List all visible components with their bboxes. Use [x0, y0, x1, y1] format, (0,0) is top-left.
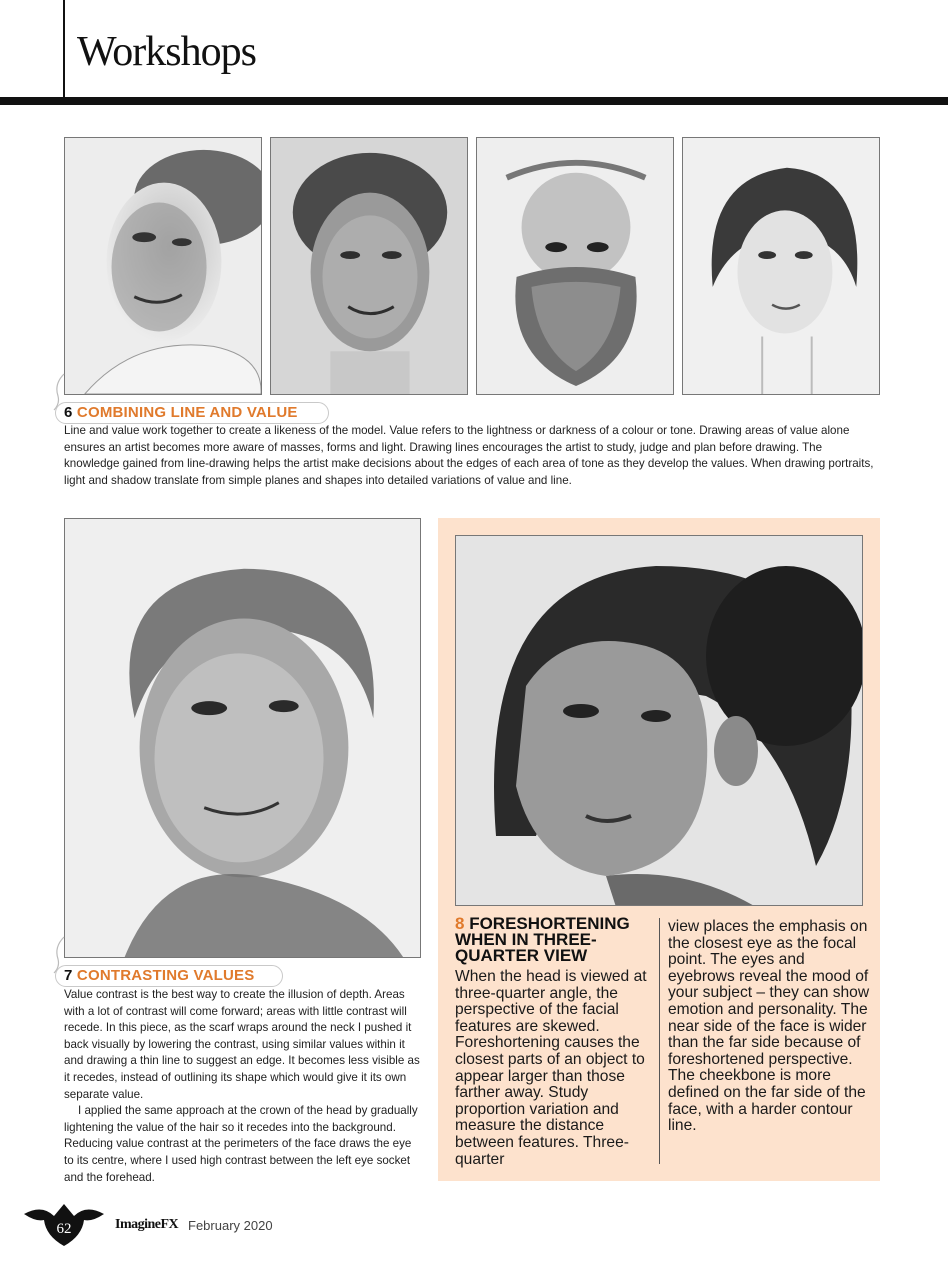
- portrait-elderly-woman-smiling: [270, 137, 468, 395]
- step6-heading: [64, 404, 298, 421]
- step7-heading: [64, 967, 254, 984]
- step8-column-1: When the head is viewed at three-quarter angle, the perspective of the facial features are skewed. Foreshortening causes the closest parts of an object to appear larger than those farther away. Study proportion variation and measure the distance between features. Three-quarter: [455, 968, 647, 1168]
- step7-paragraph-2: I applied the same approach at the crown of the head by gradually lightening the value of the hair so it recedes into the background. Reducing value contrast at the perimeters of the face draws the eye to its centre, where I used high contrast between the left eye socket and the forehead.: [64, 1104, 418, 1184]
- step8-number: 8: [455, 914, 465, 933]
- issue-date: February 2020: [188, 1218, 273, 1233]
- step6-title: COMBINING LINE AND VALUE: [76, 404, 298, 421]
- step8-heading: [455, 916, 655, 964]
- step8-title: FORESHORTENING WHEN IN THREE-QUARTER VIEW: [455, 914, 630, 965]
- portrait-young-woman-bob: [682, 137, 880, 395]
- step6-paragraph: Line and value work together to create a likeness of the model. Value refers to the lightness or darkness of a colour or tone. Drawing areas of value alone ensures an artist becomes more aware of masses, forms and light. Drawing lines encourages the artist to study, judge and plan before drawing. The knowledge gained from line-drawing helps the artist make decisions about the edges of each area of tone as they develop the values. When drawing portraits, light and shadow translate from simple planes and shapes into detailed variations of value and line.: [64, 424, 874, 487]
- header-vertical-rule: [63, 0, 65, 98]
- header-bar: [0, 97, 948, 105]
- section-title: Workshops: [77, 29, 256, 75]
- step8-column-2: view places the emphasis on the closest eye as the focal point. The eyes and eyebrows reveal the mood of your subject – they can show emotion and personality. The near side of the face is wider than the far side because of foreshortened perspective. The cheekbone is more defined on the far side of the face, with a harder contour line.: [668, 918, 870, 1135]
- step8-sidebar-box: [438, 518, 880, 1181]
- step6-body: [64, 423, 880, 489]
- magazine-brand: ImagineFX: [115, 1217, 179, 1232]
- portrait-bearded-man: [476, 137, 674, 395]
- step6-number: 6: [64, 404, 73, 421]
- step8-column-divider: [659, 918, 660, 1164]
- step7-number: 7: [64, 967, 73, 984]
- portrait-elderly-woman-hat: [64, 137, 262, 395]
- step7-body: [64, 987, 422, 1186]
- page-number-emblem-icon: [22, 1200, 106, 1248]
- page-number: 62: [56, 1221, 72, 1237]
- portrait-young-woman-three-quarter: [455, 535, 863, 906]
- step7-paragraph-1: Value contrast is the best way to create the illusion of depth. Areas with a lot of contrast will come forward; areas with little contrast will recede. In this piece, as the scarf wraps around the neck I pushed it back visually by lowering the contrast, using similar values within it and drawing a thin line to suggest an edge. It becomes less visible as it recedes, instead of outlining its shape which would give it its own separate value.: [64, 988, 420, 1101]
- portrait-elderly-woman-contrast: [64, 518, 421, 958]
- step7-title: CONTRASTING VALUES: [76, 967, 255, 984]
